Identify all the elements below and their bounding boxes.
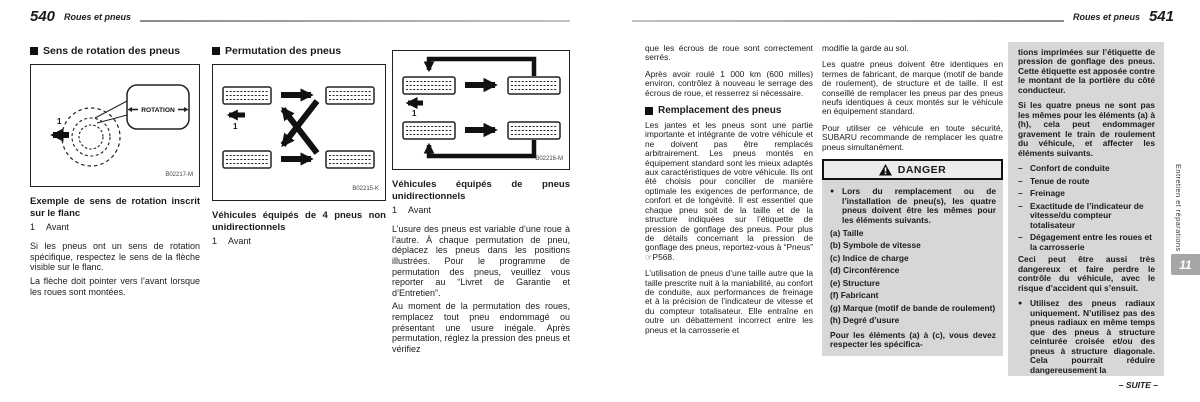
paragraph: Ceci peut être aussi très dangereux et faire perdre le contrôle du véhicule, avec le risque d’accident qui s’ensuit. <box>1018 254 1155 293</box>
tire-cross-rotation-diagram <box>213 65 384 195</box>
figure-caption: Véhicules équipés de 4 pneus non unidirectionnels <box>212 210 386 233</box>
figure-rotation <box>30 64 200 187</box>
callout-number: 1 <box>57 117 62 126</box>
figure-unidirectional <box>392 50 570 170</box>
body-text <box>30 241 200 297</box>
danger-item: (g) Marque (motif de bande de roulement) <box>830 302 996 313</box>
header-rule-right <box>632 20 1064 22</box>
dash-item: – Confort de conduite <box>1018 163 1110 174</box>
danger-item: (c) Indice de charge <box>830 252 909 263</box>
chapter-sidebar-label: Entretien et réparations <box>1174 164 1183 252</box>
section-heading-replacement: Remplacement des pneus <box>645 105 813 116</box>
dash-icon: – <box>1018 163 1023 174</box>
figure-legend: 1 Avant <box>30 222 69 233</box>
danger-header <box>822 159 1003 180</box>
dash-icon: – <box>1018 200 1023 211</box>
figure-code: B02215-K <box>352 186 379 192</box>
continuation-footer: – SUITE – <box>1118 380 1158 390</box>
figure-legend: 1 Avant <box>212 236 251 247</box>
section-square-icon <box>212 47 220 55</box>
figure-caption: Véhicules équipés de pneus unidirectionnels <box>392 179 570 202</box>
figure-code: B02216-M <box>535 156 563 162</box>
figure-caption: Exemple de sens de rotation inscrit sur le flanc <box>30 196 200 219</box>
page-header-left <box>30 9 570 24</box>
danger-note: Pour les éléments (a) à (c), vous devez respecter les spécifica- <box>830 329 996 350</box>
column-rotation <box>30 45 200 300</box>
body-text <box>392 224 570 354</box>
column-unidirectional <box>392 50 570 357</box>
column-danger <box>822 44 1003 356</box>
dash-icon: – <box>1018 175 1023 186</box>
dash-item: – Freinage <box>1018 188 1065 199</box>
chapter-tab: 11 <box>1171 254 1200 275</box>
page-number-left: 540 <box>30 8 56 25</box>
danger-item: (a) Taille <box>830 228 864 238</box>
section-square-icon <box>645 107 653 115</box>
paragraph: Si les pneus ont un sens de rotation spécifique, respectez le sens de la flèche visible sur le flanc. <box>30 241 200 273</box>
section-heading-permutation: Permutation des pneus <box>212 45 386 57</box>
callout-number: 1 <box>412 109 417 118</box>
dash-item: – Tenue de route <box>1018 175 1090 186</box>
paragraph: L’utilisation de pneus d’une taille autre que la taille prescrite nuit à la maniabilité, au confort de conduite, aux performances de freinage et à la précision de l’indicateur de vitesse et du compteur totalisateur. Elle entraîne en outre un débattement incorrect entre les pneus et la carrosserie et <box>645 268 813 335</box>
paragraph: Si les quatre pneus ne sont pas les mêmes pour les éléments (a) à (h), cela peut endommager gravement le train de roulement du véhicule, et affecter les éléments suivants. <box>1018 100 1155 158</box>
bullet-icon: ● <box>830 188 835 196</box>
column-danger-continued <box>1008 42 1164 376</box>
figure-legend: 1 Avant <box>392 205 431 216</box>
paragraph: Pour utiliser ce véhicule en toute sécurité, SUBARU recommande de remplacer les quatre pneus simultanément. <box>822 122 1003 152</box>
danger-item: (d) Circonférence <box>830 265 900 276</box>
danger-item: (h) Degré d’usure <box>830 315 900 326</box>
danger-bullet: ● Lors du remplacement ou de l’installation de pneu(s), les quatre pneus doivent être les mêmes pour les éléments suivants. <box>830 186 996 225</box>
paragraph: modifie la garde au sol. <box>822 43 909 53</box>
paragraph: que les écrous de roue sont correctement serrés. <box>645 43 813 63</box>
danger-title: DANGER <box>897 163 947 176</box>
danger-item: (b) Symbole de vitesse <box>830 240 921 251</box>
danger-box <box>822 159 1003 356</box>
paragraph: Au moment de la permutation des roues, remplacez tout pneu endommagé ou présentant une usure inégale. Après permutation, réglez la pression des pneus et vérifiez <box>392 301 570 354</box>
column-replacement <box>645 44 813 342</box>
bullet-icon: ● <box>1018 300 1023 308</box>
danger-body <box>822 180 1003 356</box>
rotation-label: ROTATION <box>141 107 175 114</box>
paragraph: Les jantes et les pneus sont une partie importante et intégrante de votre véhicule et ne doivent pas être remplacés arbitrairement. Les pneus montés en équipement standard sont les mieux adaptés aux caractéristiques de votre véhicule. Ils ont été choisis pour concilier de manière optimale les exigences de performance, de confort et de longévité. Il est essentiel que chaque pneu soit de la taille et de la structure indiquées sur l’étiquette de pression de gonflage des pneus. Pour plus de détails concernant la pression de gonflage des pneus, reportez-vous à “Pneus” ☞P568. <box>645 120 813 262</box>
dash-icon: – <box>1018 188 1023 199</box>
column-permutation <box>212 45 386 255</box>
section-square-icon <box>30 47 38 55</box>
paragraph: La flèche doit pointer vers l’avant lorsque les roues sont montées. <box>30 275 200 297</box>
header-rule-left <box>140 20 570 22</box>
figure-code: B02217-M <box>165 172 193 178</box>
tire-front-back-rotation-diagram <box>393 51 568 164</box>
figure-permutation <box>212 64 386 201</box>
warning-triangle-icon <box>879 164 892 176</box>
running-head-right: Roues et pneus <box>1072 12 1140 22</box>
callout-number: 1 <box>233 122 238 131</box>
paragraph: tions imprimées sur l’étiquette de pression de gonflage des pneus. Cette étiquette est apposée contre le montant de la portière du côté conducteur. <box>1018 47 1155 95</box>
danger-item: (f) Fabricant <box>830 290 879 301</box>
danger-bullet: ● Utilisez des pneus radiaux uniquement. N’utilisez pas des pneus radiaux en même temps que des pneus à structure ceinturée croisée et/ou des pneus à structure diagonale. Cela pourrait réduire dangereusement la <box>1018 298 1155 375</box>
tire-rotation-diagram <box>31 65 198 181</box>
running-head-left: Roues et pneus <box>64 12 132 22</box>
paragraph: Les quatre pneus doivent être identiques en termes de fabricant, de marque (motif de bande de roulement), de structure et de taille. Il est conseillé de remplacer les pneus par des pneus neufs identiques à ceux montés sur le véhicule en équipement standard. <box>822 59 1003 117</box>
paragraph: Après avoir roulé 1 000 km (600 milles) environ, contrôlez à nouveau le serrage des écrous de roue, et resserrez si nécessaire. <box>645 68 813 98</box>
page-header-right <box>632 9 1174 24</box>
paragraph: L’usure des pneus est variable d’une roue à l’autre. À chaque permutation de pneu, déplacez les pneus dans les positions illustrées. Pour le programme de permutation des pneus, veuillez vous reporter au “Livret de Garantie et d’Entretien”. <box>392 224 570 298</box>
page-number-right: 541 <box>1148 8 1174 25</box>
danger-item: (e) Structure <box>830 277 880 288</box>
section-heading-rotation: Sens de rotation des pneus <box>30 45 200 57</box>
dash-item: – Exactitude de l’indicateur de vitesse/du compteur totalisateur <box>1018 200 1144 230</box>
dash-item: – Dégagement entre les roues et la carrosserie <box>1018 232 1152 252</box>
dash-icon: – <box>1018 232 1023 243</box>
